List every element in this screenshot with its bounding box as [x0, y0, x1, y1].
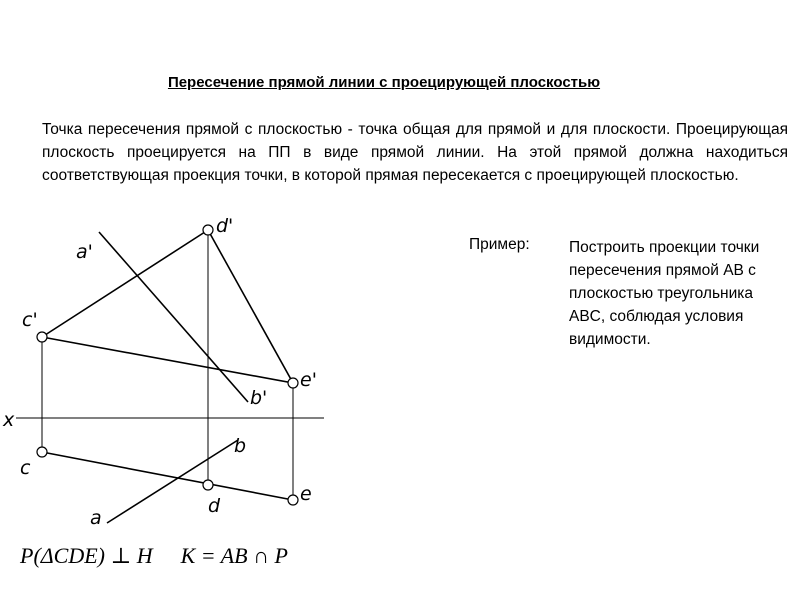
label-c: c [20, 457, 31, 479]
label-a: a [90, 507, 102, 529]
edge-c-e-prime [42, 337, 293, 383]
label-d: d [208, 495, 221, 517]
formula [20, 543, 288, 569]
label-d-prime: d' [216, 215, 234, 237]
point-d-prime [203, 225, 213, 235]
page-title: Пересечение прямой линии с проецирующей плоскостью [167, 74, 601, 91]
point-c [37, 447, 47, 457]
example-label: Пример: [469, 236, 530, 253]
axis-x-label: x [3, 409, 15, 431]
formula-plane-perpendicular: P(ΔCDE) ⊥ H [20, 543, 153, 568]
point-e-prime [288, 378, 298, 388]
label-b: b [234, 435, 247, 457]
formula-intersection: K = AB ∩ P [180, 543, 288, 568]
label-b-prime: b' [250, 387, 268, 409]
edge-c-d-prime [42, 230, 208, 337]
label-c-prime: c' [22, 309, 38, 331]
point-d [203, 480, 213, 490]
line-a-b-prime [99, 232, 248, 402]
label-e: e [300, 483, 312, 505]
trace-c-d-e [42, 452, 293, 500]
intro-paragraph: Точка пересечения прямой с плоскостью - точка общая для прямой и для плоскости. Проецирующая плоскость проецируется на ПП в виде прямой линии. На этой прямой должна находиться соответствующая проекция точки, в которой прямая пересекается с проецирующей плоскостью. [42, 121, 788, 184]
point-e [288, 495, 298, 505]
label-e-prime: e' [300, 369, 317, 391]
point-c-prime [37, 332, 47, 342]
example-task-text: Построить проекции точки пересечения прямой AB с плоскостью треугольника ABC, соблюдая условия видимости. [569, 239, 760, 348]
label-a-prime: a' [76, 241, 93, 263]
edge-d-e-prime [208, 230, 293, 383]
